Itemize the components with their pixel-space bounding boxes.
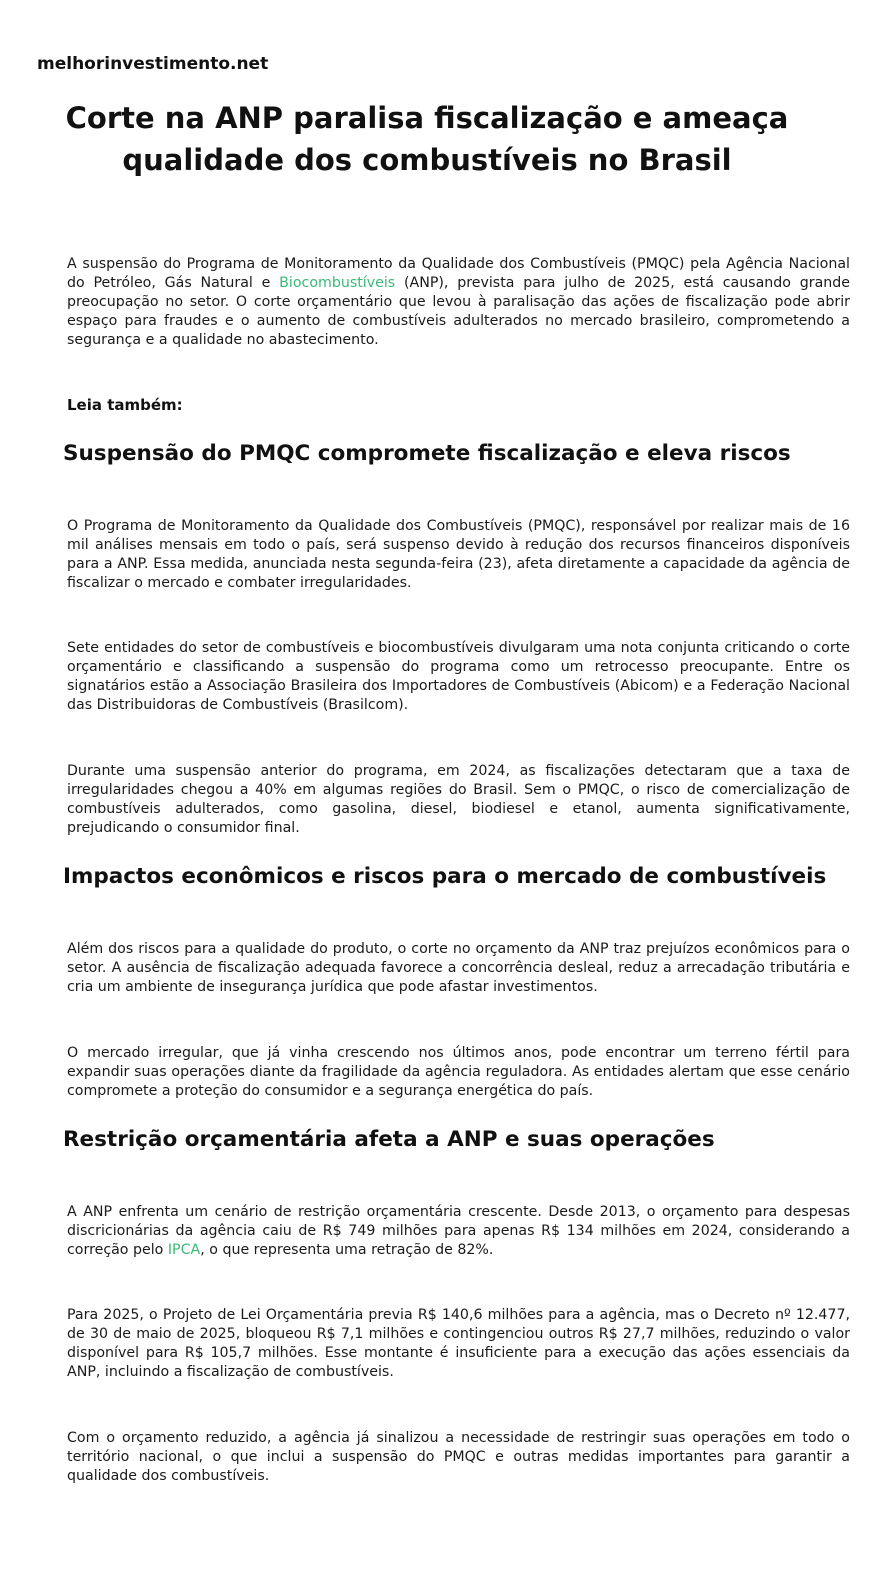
section-heading-restricao: Restrição orçamentária afeta a ANP e suas operações <box>63 1127 715 1152</box>
restricao-text-end: , o que representa uma retração de 82%. <box>200 1242 494 1258</box>
site-name[interactable]: melhorinvestimento.net <box>37 54 269 74</box>
read-also-label: Leia também: <box>67 396 183 414</box>
paragraph-restricao-3: Com o orçamento reduzido, a agência já sinalizou a necessidade de restringir suas operações em todo o território nacional, o que inclui a suspensão do PMQC e outras medidas importantes para garantir a qualidade dos combustíveis. <box>67 1430 850 1484</box>
intro-paragraph <box>67 255 850 350</box>
restricao-text-start: A ANP enfrenta um cenário de restrição orçamentária crescente. Desde 2013, o orçamento para despesas discricionárias da agência caiu de R$ 749 milhões para apenas R$ 134 milhões em 2024, considerando a correção pelo <box>67 1204 850 1258</box>
paragraph-impactos-2: O mercado irregular, que já vinha crescendo nos últimos anos, pode encontrar um terreno fértil para expandir suas operações diante da fragilidade da agência reguladora. As entidades alertam que esse cenário compromete a proteção do consumidor e a segurança energética do país. <box>67 1045 850 1099</box>
section-heading-impactos: Impactos econômicos e riscos para o mercado de combustíveis <box>63 864 827 889</box>
paragraph-restricao-1 <box>67 1203 850 1260</box>
paragraph-impactos-1: Além dos riscos para a qualidade do produto, o corte no orçamento da ANP traz prejuízos econômicos para o setor. A ausência de fiscalização adequada favorece a concorrência desleal, reduz a arrecadação tributária e cria um ambiente de insegurança jurídica que pode afastar investimentos. <box>67 941 850 995</box>
paragraph-pmqc-1: O Programa de Monitoramento da Qualidade dos Combustíveis (PMQC), responsável por realizar mais de 16 mil análises mensais em todo o país, será suspenso devido à redução dos recursos financeiros disponíveis para a ANP. Essa medida, anunciada nesta segunda-feira (23), afeta diretamente a capacidade da agência de fiscalizar o mercado e combater irregularidades. <box>67 518 850 591</box>
section-heading-pmqc: Suspensão do PMQC compromete fiscalização e eleva riscos <box>63 441 791 466</box>
intro-text-start: A suspensão do Programa de Monitoramento da Qualidade dos Combustíveis (PMQC) pela Agência Nacional do Petróleo, Gás Natural e <box>67 256 850 291</box>
paragraph-pmqc-3: Durante uma suspensão anterior do programa, em 2024, as fiscalizações detectaram que a taxa de irregularidades chegou a 40% em algumas regiões do Brasil. Sem o PMQC, o risco de comercialização de combustíveis adulterados, como gasolina, diesel, biodiesel e etanol, aumenta significativamente, prejudicando o consumidor final. <box>67 763 850 836</box>
intro-text-end: (ANP), prevista para julho de 2025, está causando grande preocupação no setor. O corte orçamentário que levou à paralisação das ações de fiscalização pode abrir espaço para fraudes e o aumento de combustíveis adulterados no mercado brasileiro, comprometendo a segurança e a qualidade no abastecimento. <box>67 275 850 348</box>
ipca-link[interactable]: IPCA <box>167 1242 201 1258</box>
article-title: Corte na ANP paralisa fiscalização e ameaça qualidade dos combustíveis no Brasil <box>65 101 789 177</box>
paragraph-restricao-2: Para 2025, o Projeto de Lei Orçamentária previa R$ 140,6 milhões para a agência, mas o Decreto nº 12.477, de 30 de maio de 2025, bloqueou R$ 7,1 milhões e contingenciou outros R$ 27,7 milhões, reduzindo o valor disponível para R$ 105,7 milhões. Esse montante é insuficiente para a execução das ações essenciais da ANP, incluindo a fiscalização de combustíveis. <box>67 1307 850 1380</box>
paragraph-pmqc-2: Sete entidades do setor de combustíveis e biocombustíveis divulgaram uma nota conjunta criticando o corte orçamentário e classificando a suspensão do programa como um retrocesso preocupante. Entre os signatários estão a Associação Brasileira dos Importadores de Combustíveis (Abicom) e a Federação Nacional das Distribuidoras de Combustíveis (Brasilcom). <box>67 640 850 713</box>
biocombustiveis-link[interactable]: Biocombustíveis <box>279 275 396 291</box>
